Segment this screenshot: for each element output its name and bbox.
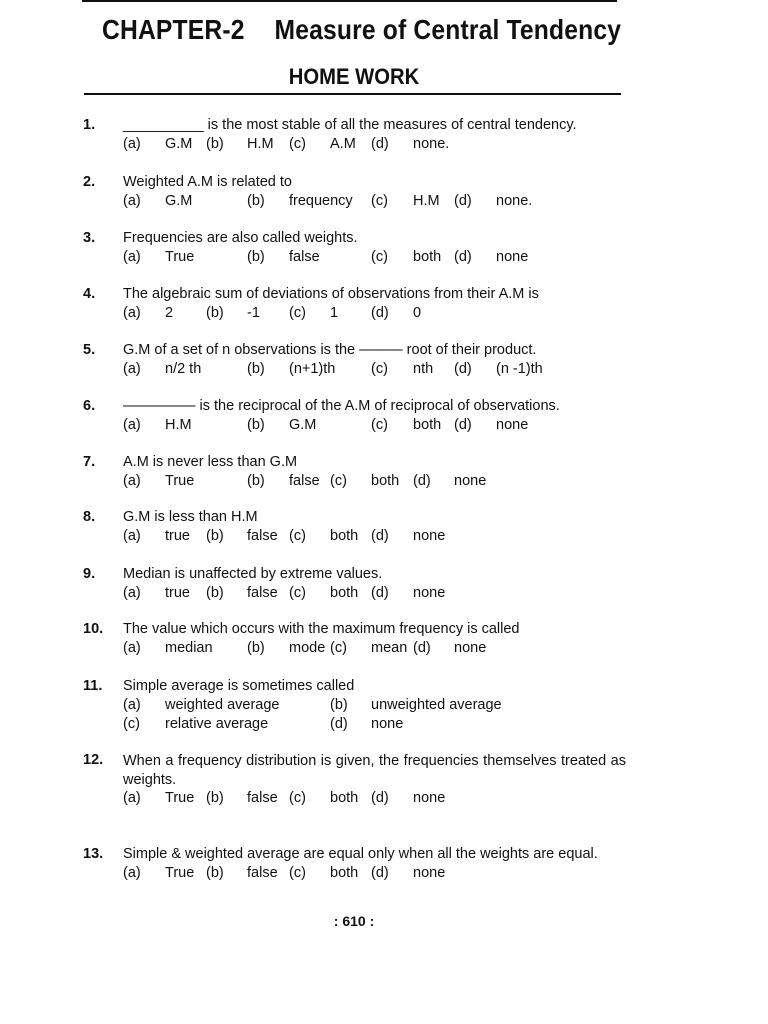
question-number: 4. [83, 286, 96, 302]
option-label: (a) [123, 528, 141, 544]
option-text: 0 [413, 305, 422, 321]
option-text: false [289, 249, 320, 265]
question-text: G.M of a set of n observations is the ——— root of their product. [123, 342, 537, 358]
option-text: none [413, 528, 446, 544]
option-label: (d) [371, 305, 389, 321]
option-text: false [247, 585, 278, 601]
option-text: none. [496, 193, 533, 209]
option-text: (n -1)th [496, 361, 543, 377]
question-number: 13. [83, 846, 104, 862]
option-label: (b) [206, 865, 224, 881]
question-text: When a frequency distribution is given, the frequencies themselves treated as weights. [123, 753, 626, 788]
option-label: (d) [330, 716, 348, 732]
option-label: (a) [123, 585, 141, 601]
option-text: H.M [247, 136, 274, 152]
question-number: 1. [83, 117, 96, 133]
chapter-title: Measure of Central Tendency [274, 14, 622, 45]
option-text: none [371, 716, 404, 732]
option-text: True [165, 473, 195, 489]
top-rule [82, 0, 617, 2]
option-label: (b) [206, 790, 224, 806]
question-text: G.M is less than H.M [123, 509, 258, 525]
question-text: Weighted A.M is related to [123, 174, 292, 190]
question-text: Simple average is sometimes called [123, 678, 355, 694]
option-text: relative average [165, 716, 269, 732]
question-number: 8. [83, 509, 96, 525]
option-label: (a) [123, 640, 141, 656]
option-label: (d) [413, 640, 431, 656]
option-label: (c) [289, 585, 306, 601]
option-text: false [247, 528, 278, 544]
option-text: both [330, 865, 359, 881]
option-text: true [165, 528, 190, 544]
option-text: G.M [165, 136, 193, 152]
option-label: (a) [123, 305, 141, 321]
option-label: (d) [454, 193, 472, 209]
option-text: none [413, 790, 446, 806]
section-heading: HOME WORK [288, 64, 420, 89]
option-text: 1 [330, 305, 339, 321]
option-label: (d) [454, 249, 472, 265]
option-label: (a) [123, 865, 141, 881]
option-label: (b) [206, 305, 224, 321]
option-label: (b) [247, 249, 265, 265]
option-text: both [371, 473, 400, 489]
option-label: (c) [371, 361, 388, 377]
option-label: (b) [247, 417, 265, 433]
question-text: Median is unaffected by extreme values. [123, 566, 383, 582]
option-text: mode [289, 640, 326, 656]
option-label: (b) [247, 473, 265, 489]
option-text: True [165, 865, 195, 881]
option-label: (c) [371, 193, 388, 209]
option-label: (b) [206, 528, 224, 544]
option-text: mean [371, 640, 408, 656]
option-text: none [413, 585, 446, 601]
option-label: (c) [289, 528, 306, 544]
chapter-heading [102, 14, 621, 46]
option-label: (c) [330, 473, 347, 489]
option-label: (d) [371, 528, 389, 544]
option-text: false [289, 473, 320, 489]
option-text: (n+1)th [289, 361, 336, 377]
option-text: false [247, 865, 278, 881]
option-text: H.M [165, 417, 192, 433]
option-text: none [413, 865, 446, 881]
option-label: (a) [123, 790, 141, 806]
option-text: 2 [165, 305, 174, 321]
option-label: (c) [289, 305, 306, 321]
option-text: unweighted average [371, 697, 502, 713]
question-text: __________ is the most stable of all the measures of central tendency. [123, 117, 577, 133]
option-label: (a) [123, 249, 141, 265]
option-text: G.M [165, 193, 193, 209]
question-number: 6. [83, 398, 96, 414]
option-text: G.M [289, 417, 317, 433]
option-label: (d) [371, 790, 389, 806]
option-text: none [454, 473, 487, 489]
option-label: (c) [289, 136, 306, 152]
option-text: both [330, 790, 359, 806]
option-text: both [330, 528, 359, 544]
option-label: (d) [371, 136, 389, 152]
option-text: nth [413, 361, 434, 377]
option-label: (b) [206, 585, 224, 601]
option-label: (d) [454, 361, 472, 377]
question-text: The value which occurs with the maximum frequency is called [123, 621, 520, 637]
option-label: (a) [123, 473, 141, 489]
option-text: none. [413, 136, 450, 152]
option-text: A.M [330, 136, 356, 152]
option-label: (c) [371, 249, 388, 265]
option-label: (a) [123, 417, 141, 433]
question-text: The algebraic sum of deviations of observations from their A.M is [123, 286, 539, 302]
option-text: none [496, 417, 529, 433]
option-label: (b) [247, 361, 265, 377]
question-number: 9. [83, 566, 96, 582]
option-text: none [496, 249, 529, 265]
option-text: frequency [289, 193, 353, 209]
option-label: (a) [123, 697, 141, 713]
question-number: 12. [83, 752, 104, 768]
option-label: (c) [330, 640, 347, 656]
question-number: 5. [83, 342, 96, 358]
question-text: ————— is the reciprocal of the A.M of reciprocal of observations. [123, 398, 560, 414]
option-label: (b) [247, 193, 265, 209]
option-text: median [165, 640, 213, 656]
option-text: weighted average [165, 697, 280, 713]
chapter-number: CHAPTER-2 [102, 14, 245, 45]
question-number: 2. [83, 174, 96, 190]
option-label: (b) [330, 697, 348, 713]
option-label: (a) [123, 193, 141, 209]
option-label: (b) [247, 640, 265, 656]
question-text: Frequencies are also called weights. [123, 230, 358, 246]
option-label: (c) [289, 865, 306, 881]
option-label: (a) [123, 136, 141, 152]
option-text: both [413, 417, 442, 433]
option-label: (c) [289, 790, 306, 806]
heading-rule [84, 93, 621, 95]
page-number: : 610 : [333, 913, 375, 929]
option-label: (c) [371, 417, 388, 433]
option-label: (c) [123, 716, 140, 732]
option-text: true [165, 585, 190, 601]
option-text: both [413, 249, 442, 265]
option-label: (d) [454, 417, 472, 433]
option-label: (d) [371, 865, 389, 881]
option-text: n/2 th [165, 361, 202, 377]
question-text: Simple & weighted average are equal only when all the weights are equal. [123, 846, 598, 862]
question-number: 10. [83, 621, 104, 637]
option-text: false [247, 790, 278, 806]
option-text: both [330, 585, 359, 601]
option-text: True [165, 249, 195, 265]
option-label: (b) [206, 136, 224, 152]
option-label: (d) [371, 585, 389, 601]
question-number: 11. [83, 678, 103, 694]
option-text: H.M [413, 193, 440, 209]
option-label: (d) [413, 473, 431, 489]
option-text: -1 [247, 305, 260, 321]
option-text: True [165, 790, 195, 806]
option-text: none [454, 640, 487, 656]
question-number: 3. [83, 230, 96, 246]
question-number: 7. [83, 454, 96, 470]
question-text: A.M is never less than G.M [123, 454, 298, 470]
option-label: (a) [123, 361, 141, 377]
